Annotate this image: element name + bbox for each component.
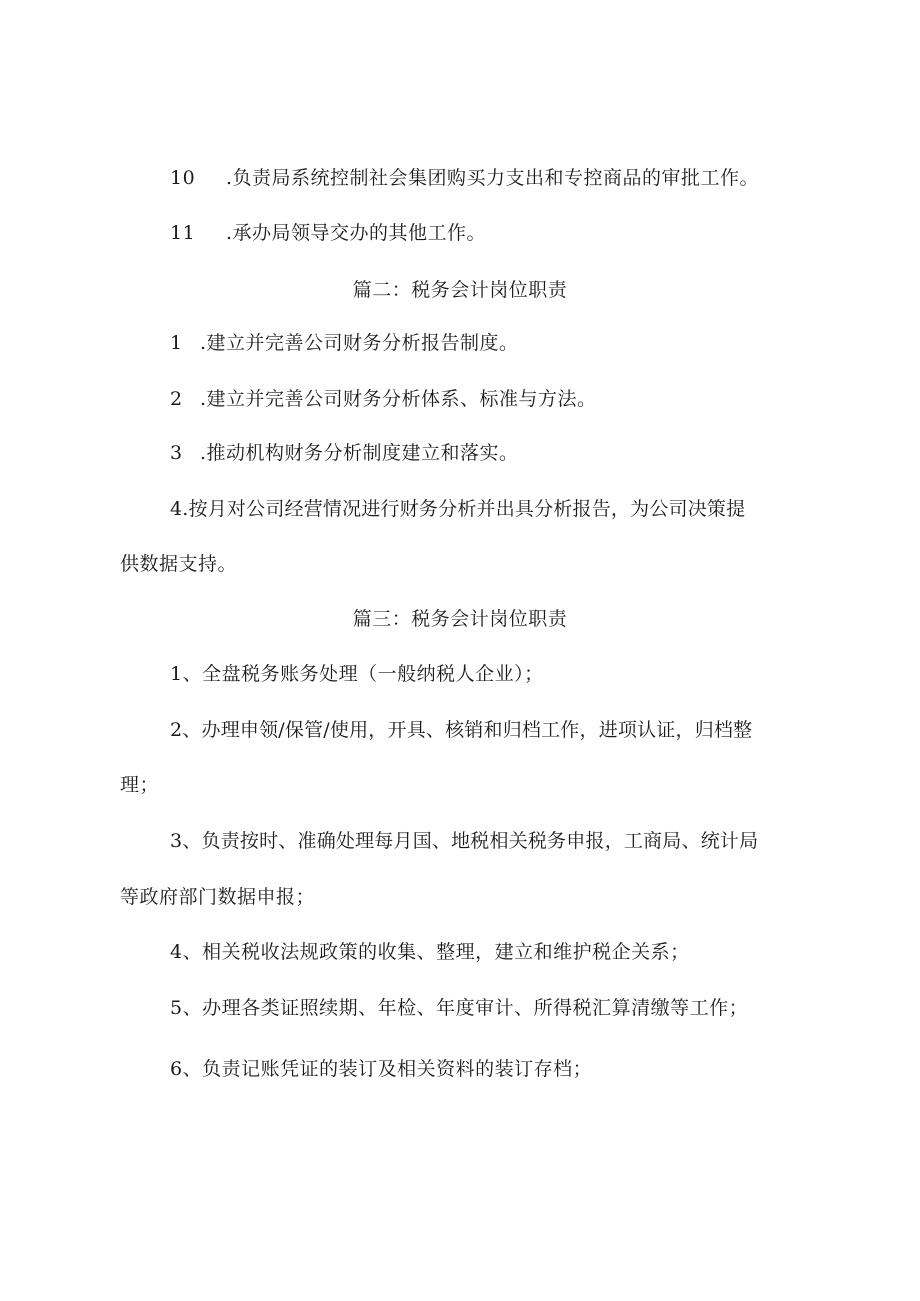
item-number: 2 bbox=[170, 388, 183, 410]
list-item-10 bbox=[170, 166, 759, 190]
paragraph-line: 2、办理申领/保管/使用，开具、核销和归档工作，进项认证，归档整 bbox=[170, 719, 753, 741]
item-text: .建立并完善公司财务分析体系、标准与方法。 bbox=[200, 388, 597, 410]
item-number: 3 bbox=[170, 442, 183, 464]
item-text: .建立并完善公司财务分析报告制度。 bbox=[200, 332, 519, 354]
paragraph-line: 5、办理各类证照续期、年检、年度审计、所得税汇算清缴等工作； bbox=[170, 997, 749, 1019]
item-number: 10 bbox=[170, 167, 196, 189]
paragraph-line: 等政府部门数据申报； bbox=[120, 886, 316, 908]
item-text: .推动机构财务分析制度建立和落实。 bbox=[200, 442, 519, 464]
paragraph-line: 供数据支持。 bbox=[120, 553, 238, 575]
paragraph-line: 6、负责记账凭证的装订及相关资料的装订存档； bbox=[170, 1058, 593, 1080]
item-text: .承办局领导交办的其他工作。 bbox=[226, 222, 487, 244]
list-item bbox=[170, 387, 597, 411]
paragraph-line: 4.按月对公司经营情况进行财务分析并出具分析报告，为公司决策提 bbox=[170, 498, 746, 520]
list-item-11 bbox=[170, 221, 486, 245]
paragraph-line: 理； bbox=[120, 774, 160, 796]
item-number: 11 bbox=[170, 222, 196, 244]
list-item bbox=[170, 441, 519, 465]
item-text: .负责局系统控制社会集团购买力支出和专控商品的审批工作。 bbox=[226, 167, 760, 189]
item-number: 1 bbox=[170, 332, 183, 354]
paragraph-line: 1、全盘税务账务处理（一般纳税人企业）； bbox=[170, 663, 544, 685]
paragraph-line: 3、负责按时、准确处理每月国、地税相关税务申报，工商局、统计局 bbox=[170, 830, 759, 852]
list-item bbox=[170, 331, 519, 355]
section-heading-2: 篇二：税务会计岗位职责 bbox=[352, 279, 568, 301]
paragraph-line: 4、相关税收法规政策的收集、整理，建立和维护税企关系； bbox=[170, 941, 690, 963]
section-heading-3: 篇三：税务会计岗位职责 bbox=[352, 608, 568, 630]
